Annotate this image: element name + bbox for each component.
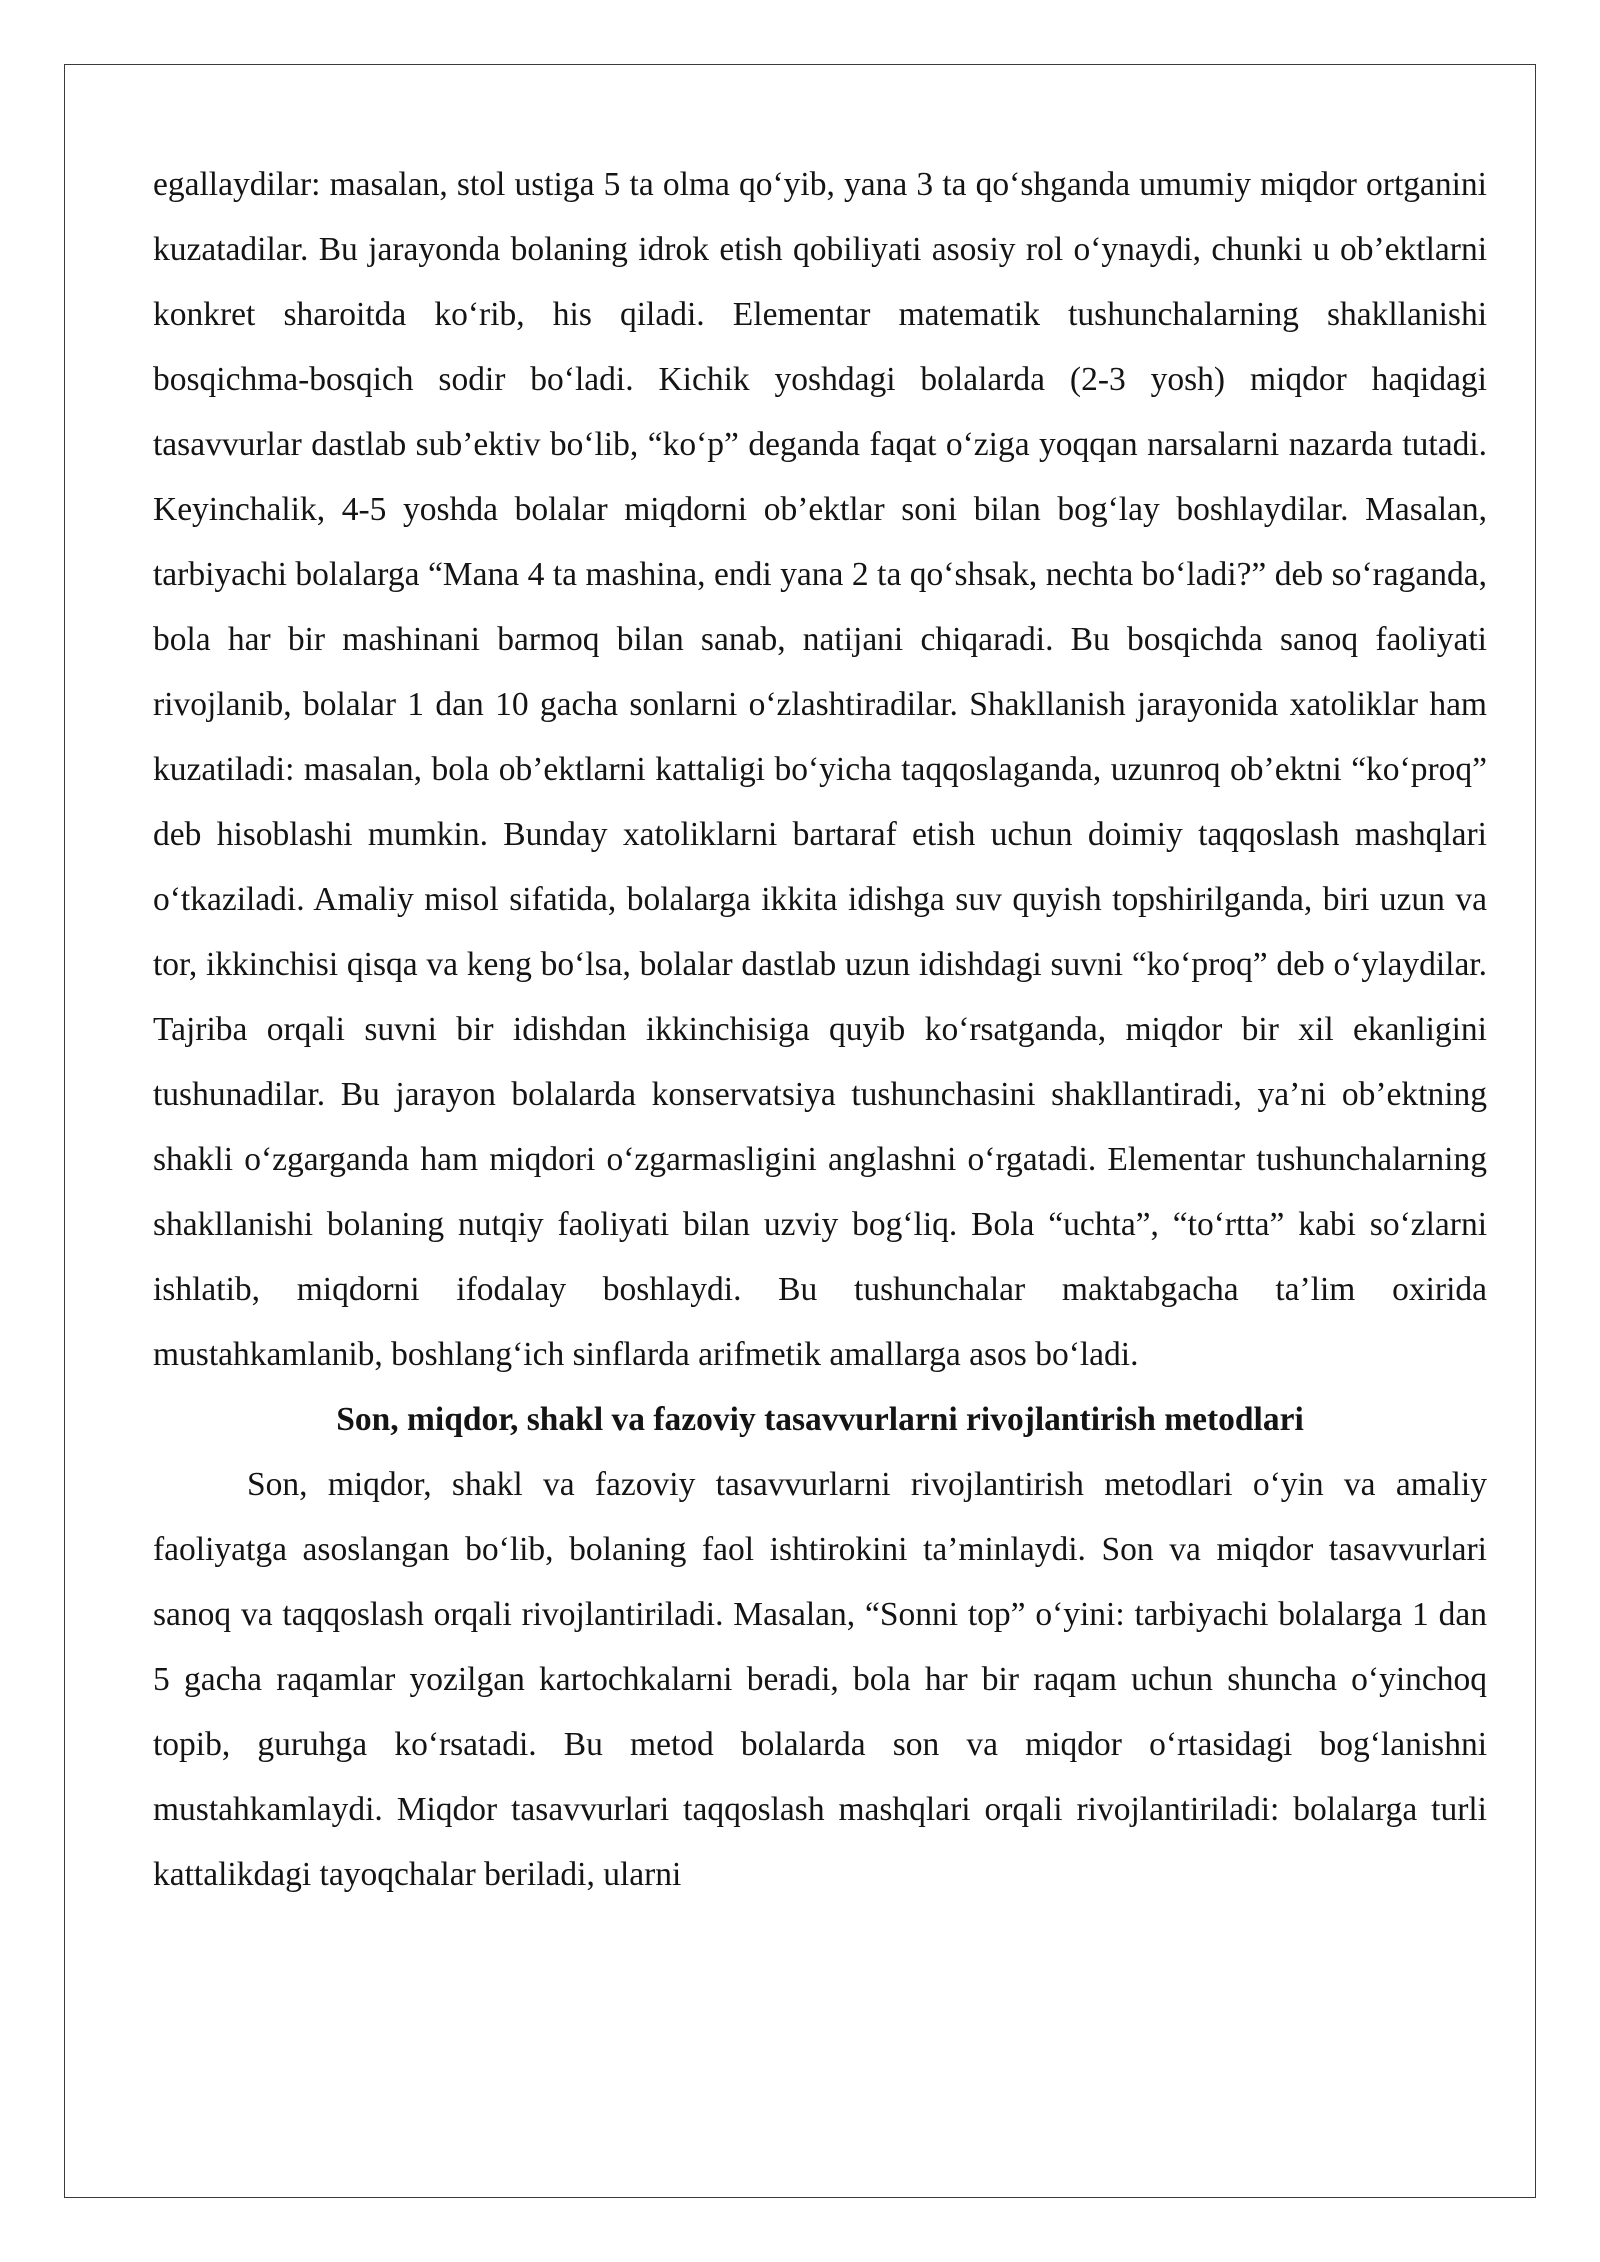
body-paragraph: egallaydilar: masalan, stol ustiga 5 ta olma qo‘yib, yana 3 ta qo‘shganda umumiy miqdor ortganini kuzatadilar. Bu jarayonda bolaning idrok etish qobiliyati asosiy rol o‘ynaydi, chunki u ob’ektlarni konkret sharoitda ko‘rib, his qiladi. Elementar matematik tushunchalarning shakllanishi bosqichma-bosqich sodir bo‘ladi. Kichik yoshdagi bolalarda (2-3 yosh) miqdor haqidagi tasavvurlar dastlab sub’ektiv bo‘lib, “ko‘p” deganda faqat o‘ziga yoqqan narsalarni nazarda tutadi. Keyinchalik, 4-5 yoshda bolalar miqdorni ob’ektlar soni bilan bog‘lay boshlaydilar. Masalan, tarbiyachi bolalarga “Mana 4 ta mashina, endi yana 2 ta qo‘shsak, nechta bo‘ladi?” deb so‘raganda, bola har bir mashinani barmoq bilan sanab, natijani chiqaradi. Bu bosqichda sanoq faoliyati rivojlanib, bolalar 1 dan 10 gacha sonlarni o‘zlashtiradilar. Shakllanish jarayonida xatoliklar ham kuzatiladi: masalan, bola ob’ektlarni kattaligi bo‘yicha taqqoslaganda, uzunroq ob’ektni “ko‘proq” deb hisoblashi mumkin. Bunday xatoliklarni bartaraf etish uchun doimiy taqqoslash mashqlari o‘tkaziladi. Amaliy misol sifatida, bolalarga ikkita idishga suv quyish topshirilganda, biri uzun va tor, ikkinchisi qisqa va keng bo‘lsa, bolalar dastlab uzun idishdagi suvni “ko‘proq” deb o‘ylaydilar. Tajriba orqali suvni bir idishdan ikkinchisiga quyib ko‘rsatganda, miqdor bir xil ekanligini tushunadilar. Bu jarayon bolalarda konservatsiya tushunchasini shakllantiradi, ya’ni ob’ektning shakli o‘zgarganda ham miqdori o‘zgarmasligini anglashni o‘rgatadi. Elementar tushunchalarning shakllanishi bolaning nutqiy faoliyati bilan uzviy bog‘liq. Bola “uchta”, “to‘rtta” kabi so‘zlarni ishlatib, miqdorni ifodalay boshlaydi. Bu tushunchalar maktabgacha ta’lim oxirida mustahkamlanib, boshlang‘ich sinflarda arifmetik amallarga asos bo‘ladi. bbox=[153, 166, 1487, 1373]
body-paragraph: Son, miqdor, shakl va fazoviy tasavvurlarni rivojlantirish metodlari o‘yin va amaliy faoliyatga asoslangan bo‘lib, bolaning faol ishtirokini ta’minlaydi. Son va miqdor tasavvurlari sanoq va taqqoslash orqali rivojlantiriladi. Masalan, “Sonni top” o‘yini: tarbiyachi bolalarga 1 dan 5 gacha raqamlar yozilgan kartochkalarni beradi, bola har bir raqam uchun shuncha o‘yinchoq topib, guruhga ko‘rsatadi. Bu metod bolalarda son va miqdor o‘rtasidagi bog‘lanishni mustahkamlaydi. Miqdor tasavvurlari taqqoslash mashqlari orqali rivojlantiriladi: bolalarga turli kattalikdagi tayoqchalar beriladi, ularni bbox=[153, 1466, 1487, 1893]
page-content bbox=[153, 152, 1487, 1907]
section-heading: Son, miqdor, shakl va fazoviy tasavvurlarni rivojlantirish metodlari bbox=[336, 1401, 1304, 1438]
